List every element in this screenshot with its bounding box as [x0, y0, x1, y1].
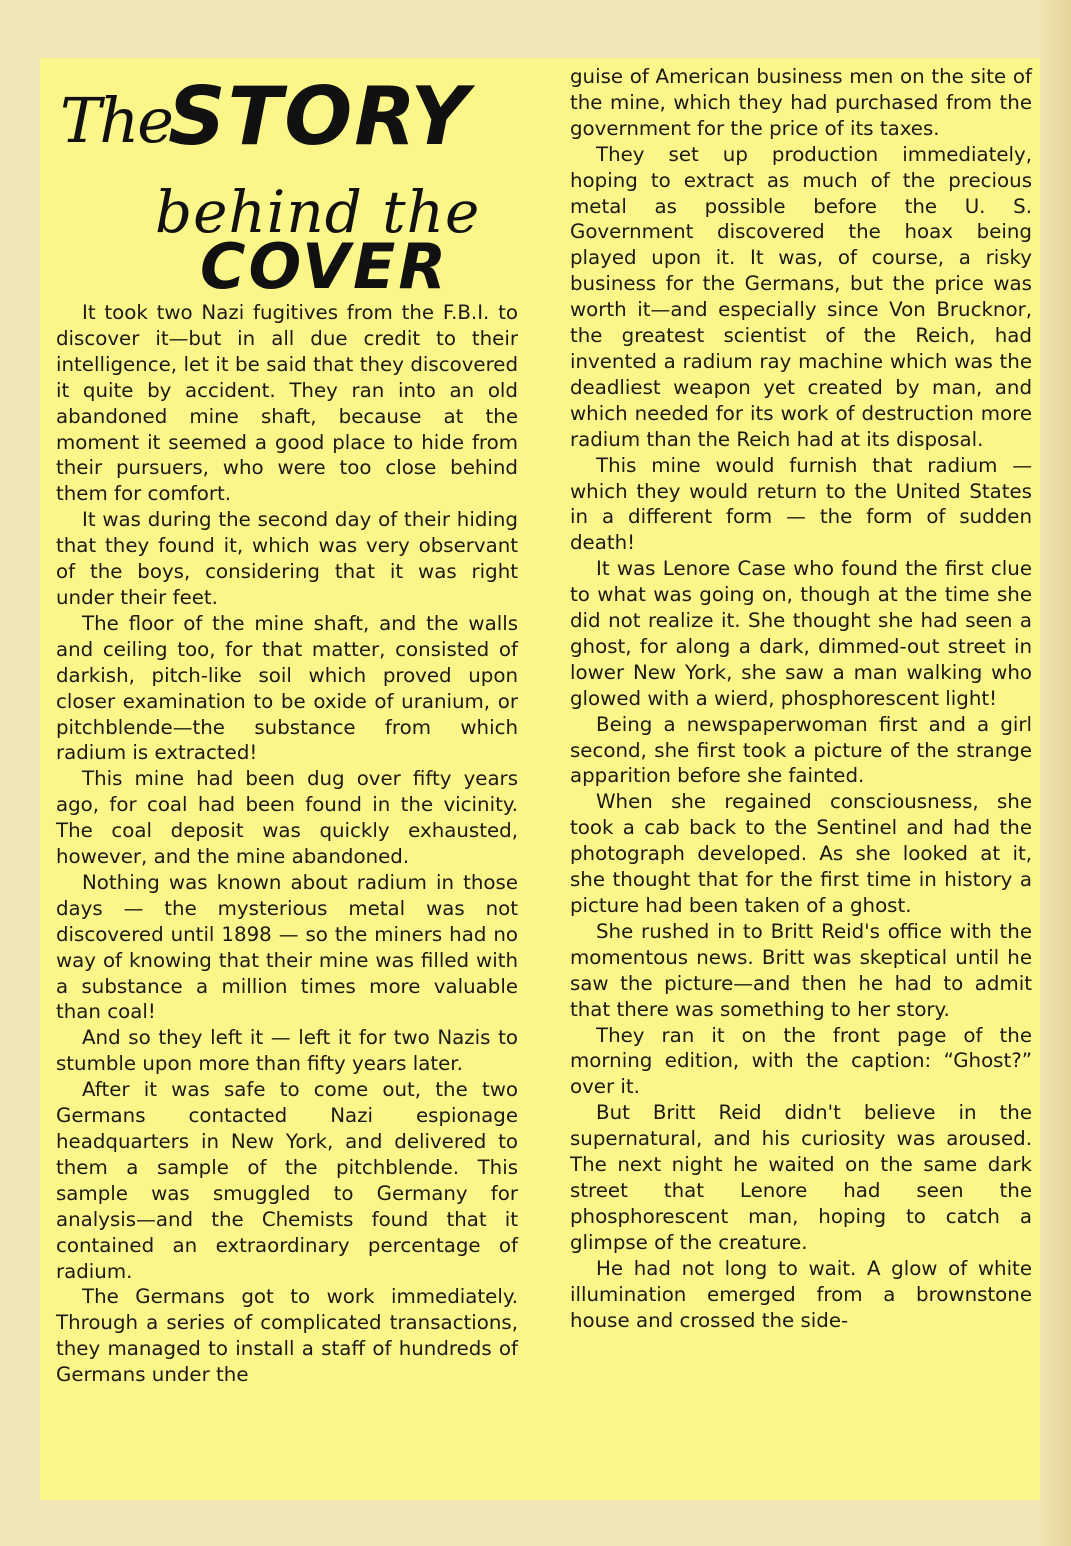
- right-column: [570, 64, 1032, 1333]
- paragraph: It was during the second day of their hiding that they found it, which was very observant of the boys, considering that it was right under their feet.: [56, 508, 518, 609]
- paragraph: This mine had been dug over fifty years ago, for coal had been found in the vicinity. The coal deposit was quickly exhausted, however, and the mine abandoned.: [56, 767, 518, 869]
- title-cover: COVER: [200, 230, 450, 303]
- left-column: [56, 300, 518, 1388]
- paragraph: The Germans got to work immediately. Through a series of complicated transactions, they managed to install a staff of hundreds of Germans under the: [56, 1285, 518, 1387]
- title-the: The: [60, 84, 172, 157]
- paragraph: They ran it on the front page of the morning edition, with the caption: “Ghost?” over it.: [570, 1023, 1032, 1099]
- paragraph: And so they left it — left it for two Nazis to stumble upon more than fifty years later.: [56, 1026, 518, 1076]
- title-story: STORY: [168, 70, 471, 163]
- paragraph: When she regained consciousness, she took a cab back to the Sentinel and had the photograph developed. As she looked at it, she thought that for the first time in history a picture had been taken of a ghost.: [570, 790, 1032, 917]
- story-title: [60, 70, 530, 303]
- paragraph: He had not long to wait. A glow of white illumination emerged from a brownstone house and crossed the side-: [570, 1256, 1032, 1332]
- page-edge: [1041, 0, 1071, 1546]
- paragraph: Being a newspaperwoman first and a girl second, she first took a picture of the strange apparition before she fainted.: [570, 712, 1032, 788]
- paragraph: After it was safe to come out, the two Germans contacted Nazi espionage headquarters in New York, and delivered to them a sample of the pitchblende. This sample was smuggled to Germany for analysis—and the Chemists found that it contained an extraordinary percentage of radium.: [56, 1078, 518, 1283]
- paragraph: This mine would furnish that radium —which they would return to the United States in a different form — the form of sudden death!: [570, 453, 1032, 555]
- paragraph: The floor of the mine shaft, and the walls and ceiling too, for that matter, consisted of darkish, pitch-like soil which proved upon closer examination to be oxide of uranium, or pitchblende—the substance from which radium is extracted!: [56, 611, 518, 765]
- paragraph: They set up production immediately, hoping to extract as much of the precious metal as possible before the U. S. Government discovered the hoax being played upon it. It was, of course, a risky business for the Germans, but the price was worth it—and especially since Von Brucknor, the greatest scientist of the Reich, had invented a radium ray machine which was the deadliest weapon yet created by man, and which needed for its work of destruction more radium than the Reich had at its disposal.: [570, 142, 1032, 451]
- title-behind-the: behind the: [155, 178, 481, 246]
- paragraph: It was Lenore Case who found the first clue to what was going on, though at the time she did not realize it. She thought she had seen a ghost, for along a dark, dimmed-out street in lower New York, she saw a man walking who glowed with a wierd, phosphorescent light!: [570, 557, 1032, 710]
- paragraph-continuation: guise of American business men on the site of the mine, which they had purchased from the government for the price of its taxes.: [570, 65, 1032, 140]
- paragraph: She rushed in to Britt Reid's office with the momentous news. Britt was skeptical until he saw the picture—and then he had to admit that there was something to her story.: [570, 919, 1032, 1021]
- paragraph: Nothing was known about radium in those days — the mysterious metal was not discovered until 1898 — so the miners had no way of knowing that their mine was filled with a substance a million times more valuable than coal!: [56, 870, 518, 1024]
- paragraph: But Britt Reid didn't believe in the supernatural, and his curiosity was aroused. The next night he waited on the same dark street that Lenore had seen the phosphorescent man, hoping to catch a glimpse of the creature.: [570, 1101, 1032, 1254]
- paragraph: It took two Nazi fugitives from the F.B.I. to discover it—but in all due credit to their intelligence, let it be said that they discovered it quite by accident. They ran into an old abandoned mine shaft, because at the moment it seemed a good place to hide from their pursuers, who were too close behind them for comfort.: [56, 301, 518, 506]
